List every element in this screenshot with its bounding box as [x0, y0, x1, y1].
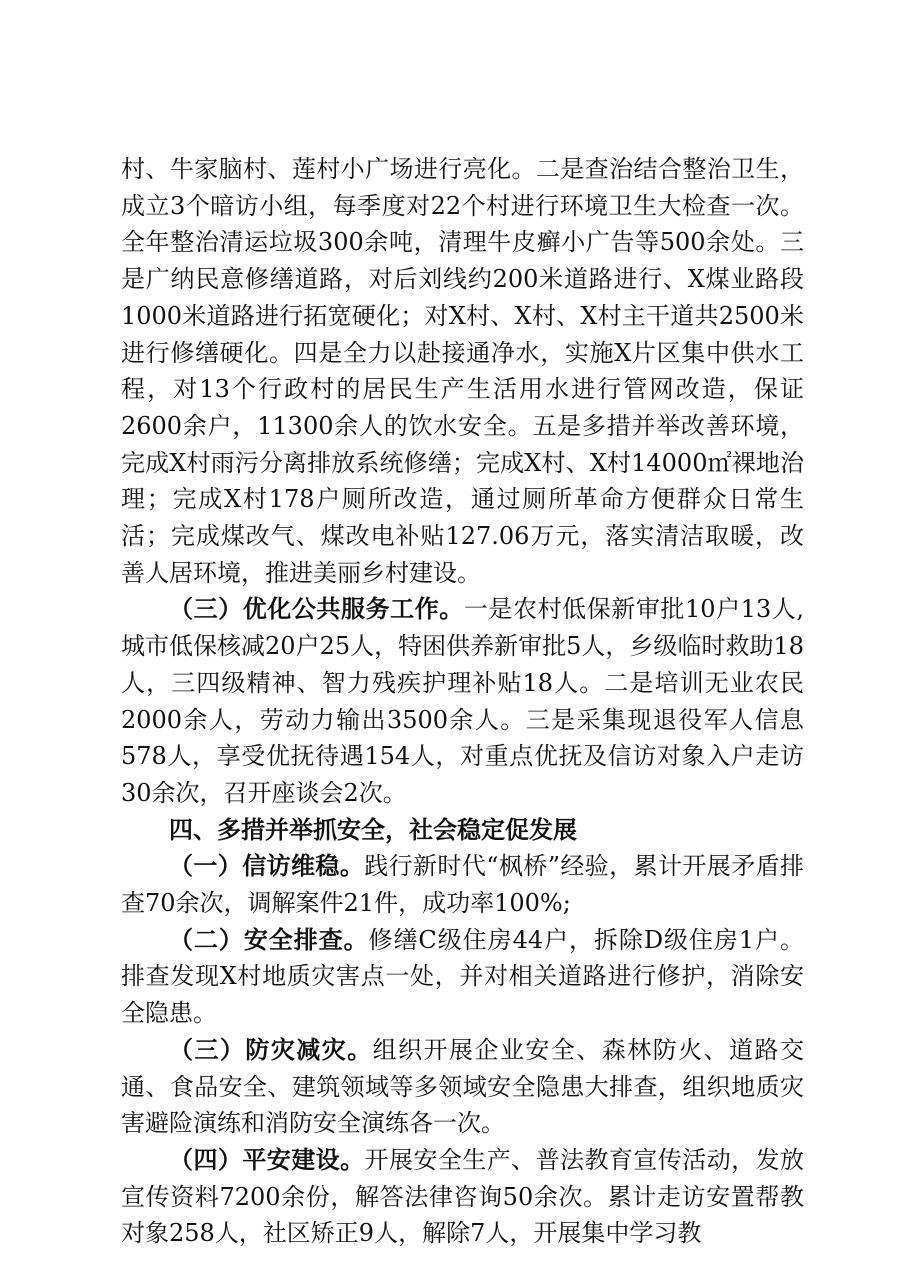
subheading-public-service: （三）优化公共服务工作。 [169, 594, 464, 624]
paragraph-disaster-text: 组织开展企业安全、森林防火、道路交通、食品安全、建筑领域等多领域安全隐患大排查，组织地质灾害避险演练和消防安全演练各一次。 [121, 1035, 805, 1138]
subheading-peace: （四）平安建设。 [169, 1144, 365, 1174]
paragraph-petition [121, 848, 804, 921]
document-body [121, 151, 804, 1252]
paragraph-environment: 村、牛家脑村、莲村小广场进行亮化。二是查治结合整治卫生，成立3个暗访小组，每季度对22个村进行环境卫生大检查一次。全年整治清运垃圾300余吨，清理牛皮癣小广告等500余处。三是广纳民意修缮道路，对后刘线约200米道路进行、X煤业路段1000米道路进行拓宽硬化；对X村、X村、X村主干道共2500米进行修缮硬化。四是全力以赴接通净水，实施X片区集中供水工程，对13个行政村的居民生产生活用水进行管网改造，保证2600余户，11300余人的饮水安全。五是多措并举改善环境，完成X村雨污分离排放系统修缮；完成X村、X村14000㎡裸地治理；完成X村178户厕所改造，通过厕所革命方便群众日常生活；完成煤改气、煤改电补贴127.06万元，落实清洁取暖，改善人居环境，推进美丽乡村建设。 [121, 155, 804, 587]
paragraph-disaster [121, 1032, 804, 1142]
section-heading-safety: 四、多措并举抓安全，社会稳定促发展 [169, 815, 577, 844]
subheading-petition: （一）信访维稳。 [169, 851, 365, 881]
paragraph-petition-text: 践行新时代“枫桥”经验，累计开展矛盾排查70余次，调解案件21件，成功率100%; [121, 852, 804, 918]
subheading-disaster: （三）防灾减灾。 [169, 1034, 373, 1064]
paragraph-peace-text: 开展安全生产、普法教育宣传活动，发放宣传资料7200余份，解答法律咨询50余次。累计走访安置帮教对象258人，社区矫正9人，解除7人，开展集中学习教 [121, 1145, 805, 1248]
paragraph-public-service-text: 一是农村低保新审批10户13人,城市低保核减20户25人，特困供养新审批5人，乡级临时救助18人，三四级精神、智力残疾护理补贴18人。二是培训无业农民2000余人，劳动力输出3500余人。三是采集现退役军人信息578人，享受优抚待遇154人，对重点优抚及信访对象入户走访30余次，召开座谈会2次。 [121, 595, 804, 807]
paragraph-peace [121, 1142, 804, 1252]
paragraph-safety-check [121, 922, 804, 1032]
paragraph-safety-check-text: 修缮C级住房44户，拆除D级住房1户。排查发现X村地质灾害点一处，并对相关道路进行修护，消除安全隐患。 [121, 925, 804, 1028]
paragraph-public-service [121, 591, 804, 811]
subheading-safety-check: （二）安全排查。 [169, 924, 369, 954]
